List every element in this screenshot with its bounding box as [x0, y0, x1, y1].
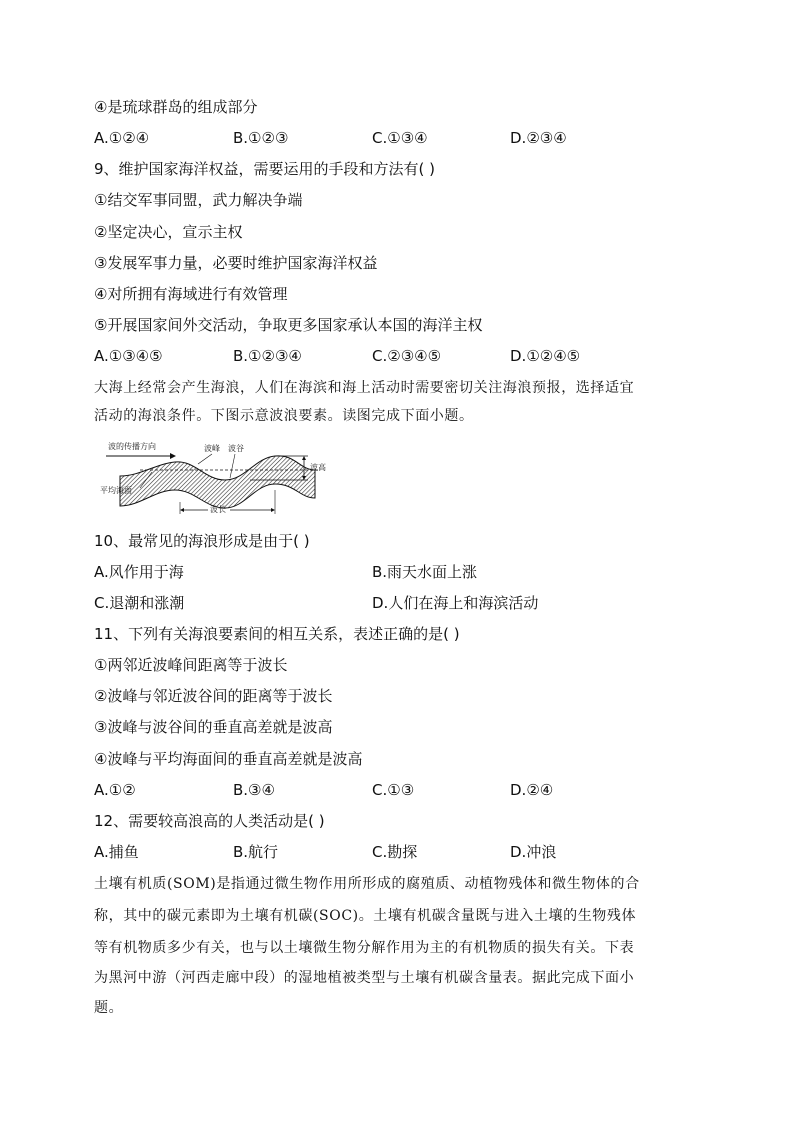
q10-question: 10、最常见的海浪形成是由于( ) [94, 532, 310, 550]
q11-statement-1: ①两邻近波峰间距离等于波长 [94, 656, 288, 674]
passage1-line-2: 活动的海浪条件。下图示意波浪要素。读图完成下面小题。 [94, 408, 474, 424]
q9-option-c[interactable]: C.②③④⑤ [372, 347, 442, 365]
q9-question: 9、维护国家海洋权益，需要运用的手段和方法有( ) [94, 160, 436, 178]
q9-statement-1: ①结交军事同盟，武力解决争端 [94, 191, 303, 209]
mean-level-label: 平均海面 [100, 486, 132, 495]
q11-option-d[interactable]: D.②④ [510, 781, 554, 799]
q11-statement-4: ④波峰与平均海面间的垂直高差就是波高 [94, 750, 363, 768]
q11-option-a[interactable]: A.①② [94, 781, 136, 799]
trough-label: 波谷 [228, 444, 244, 453]
crest-label: 波峰 [204, 444, 220, 453]
q10-option-b[interactable]: B.雨天水面上涨 [372, 563, 478, 581]
q12-question: 12、需要较高浪高的人类活动是( ) [94, 812, 325, 830]
q11-question: 11、下列有关海浪要素间的相互关系，表述正确的是( ) [94, 625, 460, 643]
q9-option-b[interactable]: B.①②③④ [233, 347, 302, 365]
q8-option-b[interactable]: B.①②③ [233, 129, 289, 147]
q11-option-c[interactable]: C.①③ [372, 781, 415, 799]
q12-option-b[interactable]: B.航行 [233, 843, 279, 861]
q9-option-a[interactable]: A.①③④⑤ [94, 347, 163, 365]
q9-statement-4: ④对所拥有海域进行有效管理 [94, 285, 288, 303]
q8-statement-4: ④是琉球群岛的组成部分 [94, 98, 258, 116]
q11-statement-3: ③波峰与波谷间的垂直高差就是波高 [94, 718, 333, 736]
q10-option-c[interactable]: C.退潮和涨潮 [94, 594, 185, 612]
q8-option-c[interactable]: C.①③④ [372, 129, 428, 147]
passage2-line-1: 土壤有机质(SOM)是指通过微生物作用所形成的腐殖质、动植物残体和微生物体的合 [94, 876, 640, 892]
passage2-line-3: 等有机物质多少有关，也与以土壤微生物分解作用为主的有机物质的损失有关。下表 [94, 940, 635, 956]
q10-option-a[interactable]: A.风作用于海 [94, 563, 184, 581]
passage1-line-1: 大海上经常会产生海浪，人们在海滨和海上活动时需要密切关注海浪预报，选择适宜 [94, 380, 635, 396]
crest-pointer [198, 454, 212, 464]
q9-statement-5: ⑤开展国家间外交活动，争取更多国家承认本国的海洋主权 [94, 316, 483, 334]
q9-option-d[interactable]: D.①②④⑤ [510, 347, 581, 365]
q10-option-d[interactable]: D.人们在海上和海滨活动 [372, 594, 539, 612]
trough-pointer [230, 454, 235, 478]
direction-label: 波的传播方向 [108, 442, 156, 451]
q8-option-d[interactable]: D.②③④ [510, 129, 567, 147]
q8-option-a[interactable]: A.①②④ [94, 129, 150, 147]
height-label: 波高 [310, 463, 326, 472]
q11-option-b[interactable]: B.③④ [233, 781, 275, 799]
q9-statement-3: ③发展军事力量，必要时维护国家海洋权益 [94, 254, 378, 272]
wave-body [120, 456, 315, 508]
passage2-line-2: 称，其中的碳元素即为土壤有机碳(SOC)。土壤有机碳含量既与进入土壤的生物残体 [94, 908, 637, 924]
passage2-line-4: 为黑河中游（河西走廊中段）的湿地植被类型与土壤有机碳含量表。据此完成下面小 [94, 970, 635, 986]
direction-arrow-head [170, 453, 176, 459]
q12-option-c[interactable]: C.勘探 [372, 843, 418, 861]
wave-elements-diagram [100, 436, 340, 518]
q9-statement-2: ②坚定决心，宣示主权 [94, 223, 243, 241]
q12-option-d[interactable]: D.冲浪 [510, 843, 557, 861]
q12-option-a[interactable]: A.捕鱼 [94, 843, 139, 861]
q11-statement-2: ②波峰与邻近波谷间的距离等于波长 [94, 687, 333, 705]
passage2-line-5: 题。 [94, 1000, 124, 1016]
wavelength-label: 波长 [210, 505, 226, 514]
